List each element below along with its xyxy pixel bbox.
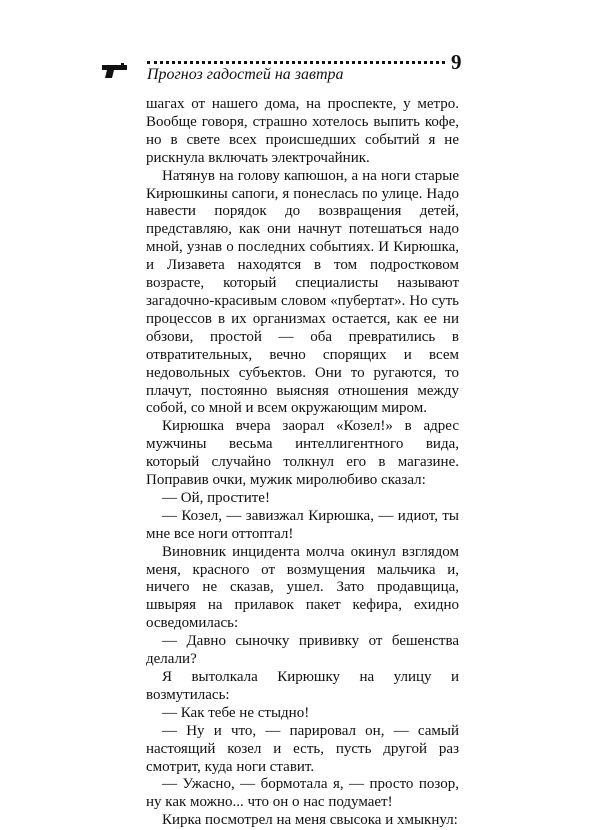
body-text — [146, 96, 459, 830]
paragraph: Натянув на голову капюшон, а на ноги старые Кирюшкины сапоги, я понеслась по улице. Надо навести порядок до возвращения детей, представляю, как они начнут потешаться надо мной, узнав о последних событиях. И Кирюшка, и Лизавета находятся в том подростковом возрасте, который специалисты называют загадочно-красивым словом «пубертат». Но суть процессов в их организмах остается, как ее ни обзови, простой — оба превратились в отвратительных, вечно спорящих и всем недовольных субъектов. Они то ругаются, то плачут, постоянно выясняя отношения между собой, со мной и всем окружающим миром. — [146, 167, 459, 417]
paragraph: — Ой, простите! — [162, 489, 270, 506]
pistol-icon — [101, 63, 129, 79]
paragraph: — Ну и что, — парировал он, — самый настоящий козел и есть, пусть другой раз смотрит, куда ноги ставит. — [146, 722, 459, 775]
paragraph: шагах от нашего дома, на проспекте, у метро. Вообще говоря, страшно хотелось выпить кофе, но в свете всех происшедших событий я не рискнула включать электрочайник. — [146, 96, 459, 166]
paragraph: — Давно сыночку прививку от бешенства делали? — [146, 633, 459, 668]
paragraph: Кирка посмотрел на меня свысока и хмыкнул: — [162, 812, 458, 829]
paragraph: Виновник инцидента молча окинул взглядом меня, красного от возмущения мальчика и, ничего не сказав, ушел. Зато продавщица, швыряя на прилавок пакет кефира, ехидно осведомилась: — [146, 543, 459, 632]
paragraph: — Ужасно, — бормотала я, — просто позор, ну как можно... что он о нас подумает! — [146, 776, 459, 811]
running-title: Прогноз гадостей на завтра — [147, 66, 344, 83]
paragraph: Я вытолкала Кирюшку на улицу и возмутилась: — [146, 669, 459, 703]
header-dotted-rule — [147, 61, 445, 64]
paragraph: — Козел, — завизжал Кирюшка, — идиот, ты мне все ноги оттоптал! — [146, 507, 459, 542]
page-number: 9 — [451, 50, 462, 74]
paragraph: — Как тебе не стыдно! — [162, 704, 310, 721]
paragraph: Кирюшка вчера заорал «Козел!» в адрес мужчины весьма интеллигентного вида, который случайно толкнул его в магазине. Поправив очки, мужик миролюбиво сказал: — [146, 418, 459, 489]
page-header — [101, 49, 461, 89]
